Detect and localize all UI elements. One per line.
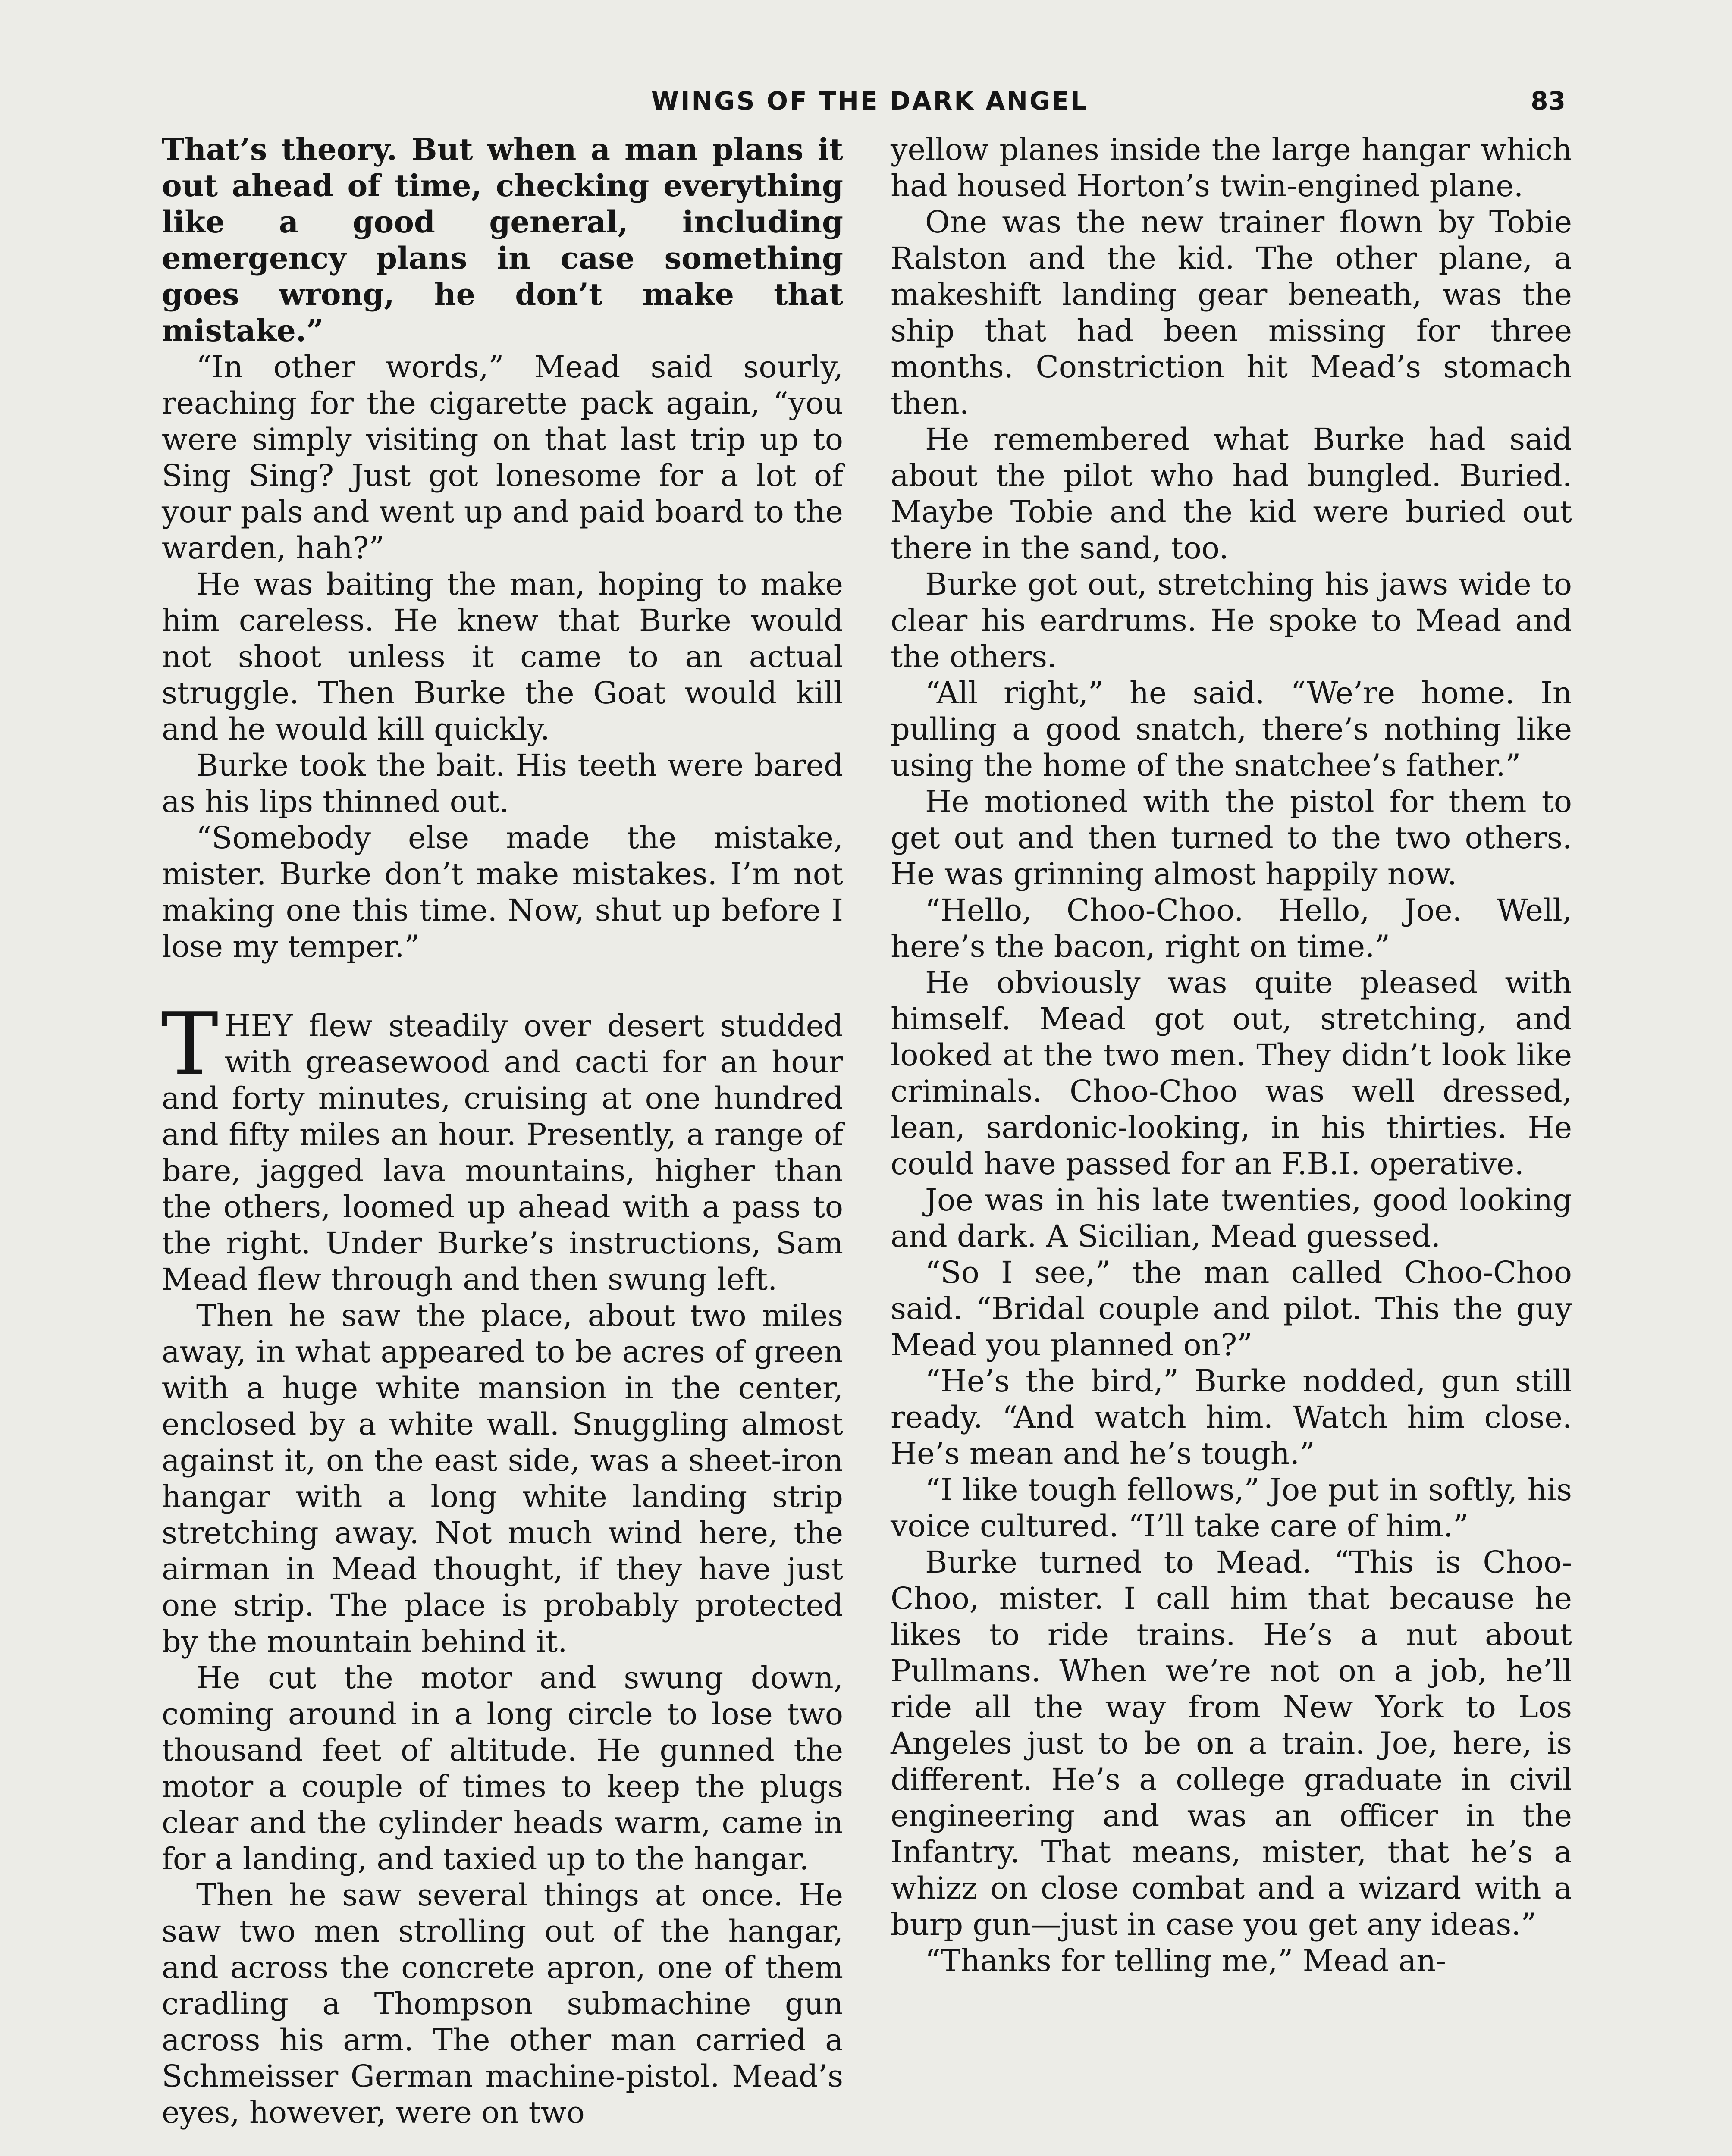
- paragraph: Burke got out, stretching his jaws wide to clear his eardrums. He spoke to Mead and the others.: [891, 567, 1572, 674]
- paragraph: Burke took the bait. His teeth were bared as his lips thinned out.: [162, 748, 843, 819]
- paragraph: “I like tough fellows,” Joe put in softly, his voice cultured. “I’ll take care of him.”: [891, 1472, 1572, 1544]
- paragraph: “In other words,” Mead said sourly, reaching for the cigarette pack again, “you were simply visiting on that last trip up to Sing Sing? Just got lonesome for a lot of your pals and went up and paid board to the warden, hah?”: [162, 349, 843, 566]
- paragraph: That’s theory. But when a man plans it out ahead of time, checking everything like a good general, including emergency plans in case something goes wrong, he don’t make that mistake.”: [162, 132, 843, 348]
- paragraph: He remembered what Burke had said about the pilot who had bungled. Buried. Maybe Tobie and the kid were buried out there in the sand, too.: [891, 422, 1572, 566]
- paragraph-text: HEY flew steadily over desert studded with greasewood and cacti for an hour and forty minutes, cruising at one hundred and fifty miles an hour. Presently, a range of bare, jagged lava mountains, higher than the others, loomed up ahead with a pass to the right. Under Burke’s instructions, Sam Mead flew through and then swung left.: [162, 1008, 843, 1297]
- section-start-paragraph: [161, 994, 843, 1297]
- left-column: [162, 132, 843, 2131]
- paragraph: Then he saw the place, about two miles away, in what appeared to be acres of green with a huge white mansion in the center, enclosed by a white wall. Snuggling almost against it, on the east side, was a sheet-iron hangar with a long white landing strip stretching away. Not much wind here, the airman in Mead thought, if they have just one strip. The place is probably protected by the mountain behind it.: [162, 1298, 843, 1659]
- paragraph: “Thanks for telling me,” Mead an-: [925, 1943, 1446, 1978]
- running-title: WINGS OF THE DARK ANGEL: [651, 86, 1089, 116]
- paragraph: One was the new trainer flown by Tobie Ralston and the kid. The other plane, a makeshift landing gear beneath, was the ship that had been missing for three months. Constriction hit Mead’s stomach then.: [891, 204, 1572, 421]
- paragraph: “So I see,” the man called Choo-Choo said. “Bridal couple and pilot. This the guy Mead you planned on?”: [891, 1255, 1572, 1363]
- paragraph: He motioned with the pistol for them to get out and then turned to the two others. He was grinning almost happily now.: [891, 784, 1572, 892]
- paragraph: He cut the motor and swung down, coming around in a long circle to lose two thousand feet of altitude. He gunned the motor a couple of times to keep the plugs clear and the cylinder heads warm, came in for a landing, and taxied up to the hangar.: [162, 1660, 843, 1877]
- paragraph: “All right,” he said. “We’re home. In pulling a good snatch, there’s nothing like using the home of the snatchee’s father.”: [891, 675, 1572, 783]
- page-number: 83: [1531, 86, 1566, 116]
- paragraph: He was baiting the man, hoping to make him careless. He knew that Burke would not shoot unless it came to an actual struggle. Then Burke the Goat would kill and he would kill quickly.: [162, 567, 843, 747]
- paragraph: Joe was in his late twenties, good looking and dark. A Sicilian, Mead guessed.: [891, 1182, 1572, 1254]
- paragraph: yellow planes inside the large hangar which had housed Horton’s twin-engined plane.: [891, 132, 1572, 204]
- drop-cap: T: [161, 994, 219, 1095]
- paragraph: “He’s the bird,” Burke nodded, gun still ready. “And watch him. Watch him close. He’s mean and he’s tough.”: [891, 1363, 1572, 1471]
- paragraph: He obviously was quite pleased with himself. Mead got out, stretching, and looked at the two men. They didn’t look like criminals. Choo-Choo was well dressed, lean, sardonic-looking, in his thirties. He could have passed for an F.B.I. operative.: [891, 965, 1572, 1181]
- paragraph: “Somebody else made the mistake, mister. Burke don’t make mistakes. I’m not making one this time. Now, shut up before I lose my temper.”: [162, 820, 843, 964]
- paragraph: “Hello, Choo-Choo. Hello, Joe. Well, here’s the bacon, right on time.”: [891, 893, 1572, 964]
- paragraph: Then he saw several things at once. He saw two men strolling out of the hangar, and across the concrete apron, one of them cradling a Thompson submachine gun across his arm. The other man carried a Schmeisser German machine-pistol. Mead’s eyes, however, were on two: [162, 1877, 843, 2130]
- running-header: [155, 86, 1566, 125]
- right-column: [891, 132, 1572, 1979]
- paragraph: Burke turned to Mead. “This is Choo-Choo, mister. I call him that because he likes to ride trains. He’s a nut about Pullmans. When we’re not on a job, he’ll ride all the way from New York to Los Angeles just to be on a train. Joe, here, is different. He’s a college graduate in civil engineering and was an officer in the Infantry. That means, mister, that he’s a whizz on close combat and a wizard with a burp gun—just in case you get any ideas.”: [891, 1545, 1572, 1942]
